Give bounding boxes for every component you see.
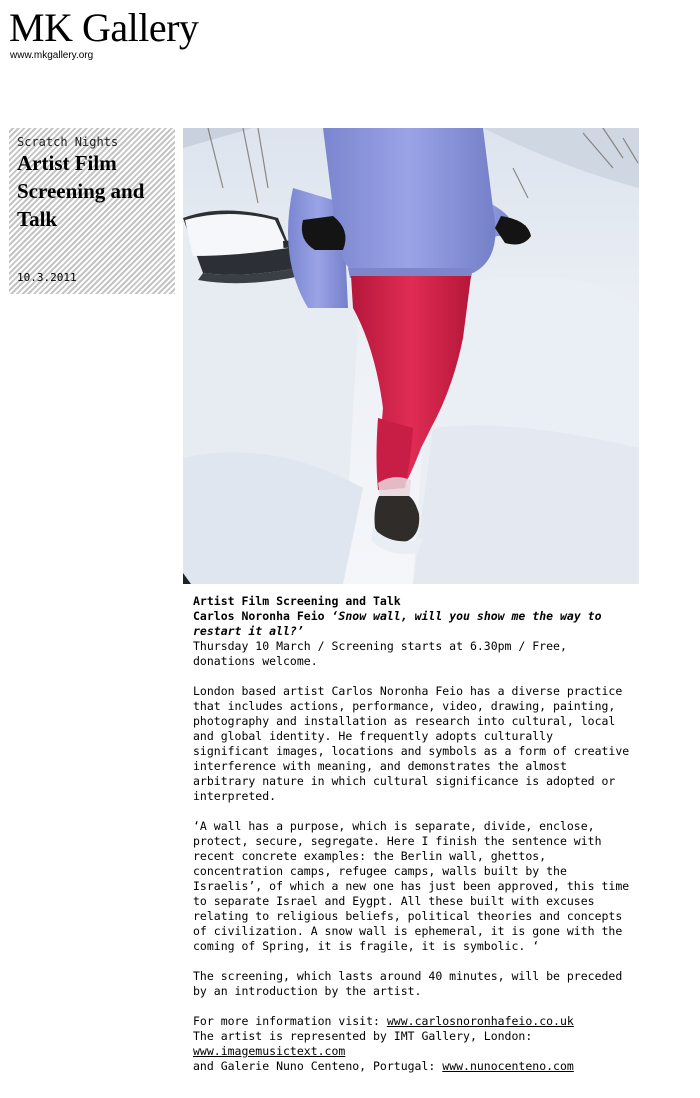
- event-category: Scratch Nights: [17, 135, 119, 149]
- artist-website-link[interactable]: www.carlosnoronhafeio.co.uk: [386, 1014, 574, 1028]
- paragraph-artist-quote: ‘A wall has a purpose, which is separate, divide, enclose, protect, secure, segregate. Here I finish the sentence with recent concrete examples: the Berlin wall, ghettos, concentration camps, refugee camps, walls built by the Israelis’, of which a new one has just been approved, this time to separate Israel and Eygpt. All these built with excuses relating to religious beliefs, political theories and concepts of civilization. A snow wall is ephemeral, it is gone with the coming of Spring, it is fragile, it is symbolic. ‘: [193, 819, 630, 953]
- galerie-label: and Galerie Nuno Centeno, Portugal:: [193, 1059, 436, 1073]
- paragraph-screening-info: The screening, which lasts around 40 minutes, will be preceded by an introduction by the artist.: [193, 969, 623, 998]
- artist-name: Carlos Noronha Feio: [193, 609, 325, 623]
- event-date: 10.3.2011: [17, 271, 77, 284]
- hero-image: [183, 128, 639, 584]
- work-title: ‘Snow wall, will you show me the way to restart it all?’: [193, 609, 602, 638]
- event-info-box: [9, 128, 175, 294]
- article-heading: Artist Film Screening and Talk: [193, 594, 401, 608]
- paragraph-artist-bio: London based artist Carlos Noronha Feio has a diverse practice that includes actions, performance, video, drawing, painting, photography and installation as research into cultural, local and global identity. He frequently adopts culturally significant images, locations and symbols as a form of creative interference with meaning, and demonstrates the almost arbitrary nature in which cultural significance is adopted or interpreted.: [193, 684, 630, 803]
- event-title: Artist Film Screening and Talk: [17, 151, 145, 231]
- nuno-centeno-link[interactable]: www.nunocenteno.com: [442, 1059, 574, 1073]
- site-url[interactable]: www.mkgallery.org: [10, 50, 94, 61]
- site-logo[interactable]: MK Gallery: [9, 5, 199, 50]
- more-info-label: For more information visit:: [193, 1014, 380, 1028]
- article-body: [193, 594, 633, 1089]
- event-details: Thursday 10 March / Screening starts at 6.30pm / Free, donations welcome.: [193, 639, 567, 668]
- imt-gallery-link[interactable]: www.imagemusictext.com: [193, 1044, 346, 1058]
- representation-label: The artist is represented by IMT Gallery, London:: [193, 1029, 533, 1043]
